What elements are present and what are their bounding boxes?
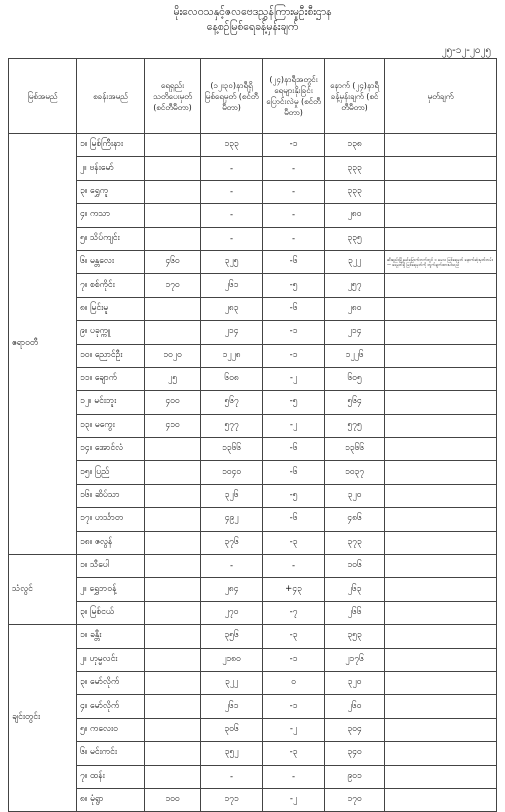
cell-remarks: [385, 180, 497, 203]
cell-warning-level: [145, 321, 201, 344]
col-station: စခန်းအမည်: [77, 59, 145, 134]
cell-change-24h: -၆: [263, 297, 325, 320]
cell-station: ၁။ ခန္တီး: [77, 625, 145, 648]
cell-forecast-24h: ၁၀၆: [325, 555, 385, 578]
cell-station: ၁၃။ မကွေး: [77, 414, 145, 437]
table-row: [9, 601, 497, 624]
cell-remarks: [385, 321, 497, 344]
cell-water-level: ၃၅၂: [201, 742, 263, 765]
cell-warning-level: [145, 297, 201, 320]
cell-forecast-24h: ၃၅၃: [325, 625, 385, 648]
cell-forecast-24h: ၃၀၄: [325, 718, 385, 741]
cell-remarks: [385, 555, 497, 578]
cell-warning-level: ၄၁၀: [145, 414, 201, 437]
cell-water-level: ၆၀၈: [201, 367, 263, 390]
cell-water-level: -: [201, 204, 263, 227]
cell-change-24h: -၆: [263, 250, 325, 273]
cell-forecast-24h: ၁၃၈: [325, 134, 385, 157]
cell-warning-level: ၁၇၀: [145, 274, 201, 297]
cell-forecast-24h: ၂၆၆: [325, 601, 385, 624]
cell-change-24h: -: [263, 157, 325, 180]
cell-forecast-24h: ၁၇၀: [325, 788, 385, 811]
cell-water-level: ၅၇၇: [201, 414, 263, 437]
cell-remarks: [385, 367, 497, 390]
cell-remarks: [385, 695, 497, 718]
cell-station: ၇။ စစ်ကိုင်း: [77, 274, 145, 297]
table-row: [9, 157, 497, 180]
cell-water-level: -: [201, 157, 263, 180]
table-row: [9, 578, 497, 601]
cell-warning-level: ၁၀၀: [145, 788, 201, 811]
cell-station: ၁၅။ ပြည်: [77, 461, 145, 484]
cell-water-level: ၃၂၂: [201, 671, 263, 694]
cell-warning-level: [145, 555, 201, 578]
cell-water-level: ၁၂၂၈: [201, 344, 263, 367]
cell-water-level: ၂၈၃: [201, 297, 263, 320]
cell-forecast-24h: ၃၃၅: [325, 227, 385, 250]
cell-water-level: ၃၇၆: [201, 531, 263, 554]
table-row: [9, 274, 497, 297]
cell-water-level: ၃၀၆: [201, 718, 263, 741]
cell-change-24h: -၂: [263, 414, 325, 437]
table-row: [9, 227, 497, 250]
cell-forecast-24h: ၃၄၀: [325, 742, 385, 765]
cell-water-level: ၄၉၂: [201, 508, 263, 531]
cell-station: ၂။ ဟုမ္မလင်း: [77, 648, 145, 671]
cell-warning-level: [145, 531, 201, 554]
cell-water-level: ၂၇၀: [201, 601, 263, 624]
cell-forecast-24h: ၂၈၀: [325, 297, 385, 320]
cell-change-24h: -၂: [263, 367, 325, 390]
cell-remarks: [385, 227, 497, 250]
cell-remarks: [385, 391, 497, 414]
col-change-24h: (၂၄)နာရီအတွင်း ရေများနိုးခြင်း ပြောင်းလဲမှု (စင်တီမီတာ): [263, 59, 325, 134]
table-row: [9, 391, 497, 414]
cell-forecast-24h: ၄၈၆: [325, 508, 385, 531]
cell-change-24h: -၃: [263, 531, 325, 554]
table-row: [9, 648, 497, 671]
table-row: [9, 788, 497, 811]
cell-station: ၁၇။ ဟင်္သာတ: [77, 508, 145, 531]
table-row: [9, 742, 497, 765]
cell-warning-level: [145, 461, 201, 484]
col-water-level: (၁၂း၃၀)နာရီရှိ မြစ်ရေမှတ် (စင်တီမီတာ): [201, 59, 263, 134]
cell-station: ၄။ ကသာ: [77, 204, 145, 227]
cell-warning-level: ၁၀၂၀: [145, 344, 201, 367]
table-header-row: [9, 59, 497, 134]
cell-remarks: [385, 157, 497, 180]
cell-station: ၃။ မော်လိုက်: [77, 671, 145, 694]
cell-station: ၄။ မော်လိုက်: [77, 695, 145, 718]
cell-change-24h: -၁: [263, 321, 325, 344]
river-name: သံလွင်: [9, 555, 77, 625]
cell-station: ၈။ မြင်းမူ: [77, 297, 145, 320]
cell-forecast-24h: ၂၆၀: [325, 695, 385, 718]
cell-remarks: [385, 274, 497, 297]
table-row: [9, 765, 497, 788]
col-forecast-24h: နောက် (၂၄)နာရီ ခန့်မှန်းချက် (စင်တီမီတာ): [325, 59, 385, 134]
cell-forecast-24h: ၂၁၄: [325, 321, 385, 344]
cell-water-level: ၁၀၄၀: [201, 461, 263, 484]
cell-change-24h: ၀: [263, 671, 325, 694]
cell-remarks: [385, 134, 497, 157]
cell-water-level: ၃၂၅: [201, 250, 263, 273]
cell-remarks: [385, 508, 497, 531]
col-river: မြစ်အမည်: [9, 59, 77, 134]
cell-station: ၆။ မင်းကင်း: [77, 742, 145, 765]
cell-change-24h: -၆: [263, 438, 325, 461]
table-row: [9, 718, 497, 741]
cell-water-level: ၃၂၆: [201, 484, 263, 507]
cell-water-level: ၁၃၃: [201, 134, 263, 157]
cell-change-24h: -၃: [263, 742, 325, 765]
col-remarks: မှတ်ချက်: [385, 59, 497, 134]
cell-remarks: [385, 578, 497, 601]
river-name: ချင်းတွင်း: [9, 625, 77, 812]
cell-station: ၁။ သီပေါ: [77, 555, 145, 578]
cell-remarks: [385, 204, 497, 227]
cell-remarks: [385, 531, 497, 554]
cell-forecast-24h: ၅၆၄: [325, 391, 385, 414]
cell-warning-level: [145, 438, 201, 461]
table-row: [9, 531, 497, 554]
cell-change-24h: -၁: [263, 344, 325, 367]
cell-forecast-24h: ၂၁၇၆: [325, 648, 385, 671]
river-name: ဧရာဝတီ: [9, 134, 77, 555]
table-row: [9, 484, 497, 507]
table-row: [9, 134, 497, 157]
cell-change-24h: -၂: [263, 788, 325, 811]
cell-warning-level: [145, 742, 201, 765]
cell-forecast-24h: ၁၃၆၆: [325, 438, 385, 461]
cell-forecast-24h: ၂၆၃: [325, 578, 385, 601]
cell-water-level: -: [201, 180, 263, 203]
report-subtitle: နေ့စဉ်မြစ်ရေခန့်မှန်းချက်: [206, 21, 299, 33]
cell-warning-level: [145, 180, 201, 203]
cell-remarks: [385, 344, 497, 367]
report-title: မိုးလေဝသနှင့်ဇလဗေဒညွှန်ကြားမှုဦးစီးဌာန: [173, 6, 332, 18]
cell-water-level: ၂၈၄: [201, 578, 263, 601]
cell-station: ၁၀။ ညောင်ဦး: [77, 344, 145, 367]
cell-forecast-24h: ၁၂၂၆: [325, 344, 385, 367]
cell-change-24h: -: [263, 180, 325, 203]
cell-change-24h: -: [263, 555, 325, 578]
cell-warning-level: [145, 625, 201, 648]
cell-forecast-24h: ၃၂၂: [325, 250, 385, 273]
river-level-table: [8, 58, 497, 812]
cell-water-level: ၂၁၄: [201, 321, 263, 344]
cell-remarks: [385, 765, 497, 788]
cell-change-24h: -၇: [263, 601, 325, 624]
cell-station: ၆။ မန္တလေး: [77, 250, 145, 273]
cell-forecast-24h: ၃၂၀: [325, 671, 385, 694]
cell-station: ၅။ ကလေးဝ: [77, 718, 145, 741]
cell-station: ၁၄။ အောင်လံ: [77, 438, 145, 461]
table-body: [9, 134, 497, 812]
cell-forecast-24h: ၃၂၀: [325, 484, 385, 507]
cell-forecast-24h: ၂၈၀: [325, 204, 385, 227]
table-row: [9, 625, 497, 648]
cell-remarks: [385, 297, 497, 320]
cell-station: ၁၆။ ဆိပ်သာ: [77, 484, 145, 507]
cell-change-24h: -၆: [263, 508, 325, 531]
table-row: [9, 297, 497, 320]
table-row: [9, 204, 497, 227]
table-row: [9, 695, 497, 718]
cell-change-24h: +၄၃: [263, 578, 325, 601]
cell-warning-level: [145, 508, 201, 531]
cell-change-24h: -: [263, 765, 325, 788]
cell-warning-level: [145, 134, 201, 157]
cell-warning-level: [145, 718, 201, 741]
cell-change-24h: -၂: [263, 718, 325, 741]
cell-remarks: [385, 438, 497, 461]
cell-remarks: [385, 648, 497, 671]
cell-forecast-24h: ၂၅၇: [325, 274, 385, 297]
table-row: [9, 180, 497, 203]
cell-forecast-24h: ၃၃၃: [325, 157, 385, 180]
cell-water-level: ၃၅၆: [201, 625, 263, 648]
cell-station: ၅။ သိပ်ကျင်း: [77, 227, 145, 250]
table-row: [9, 461, 497, 484]
cell-forecast-24h: ၃၇၃: [325, 531, 385, 554]
cell-change-24h: -: [263, 204, 325, 227]
cell-change-24h: -၅: [263, 274, 325, 297]
cell-forecast-24h: ၉၀၁: [325, 765, 385, 788]
table-row: [9, 344, 497, 367]
cell-station: ၇။ ထန်း: [77, 765, 145, 788]
cell-forecast-24h: ၁၀၃၇: [325, 461, 385, 484]
cell-change-24h: -၆: [263, 461, 325, 484]
cell-water-level: -: [201, 227, 263, 250]
cell-change-24h: -၃: [263, 625, 325, 648]
col-warning-level: ရေရှည်းသတိပေးမှတ် (စင်တီမီတာ): [145, 59, 201, 134]
cell-station: ၁၂။ မင်းဘူး: [77, 391, 145, 414]
cell-remarks: [385, 742, 497, 765]
cell-station: ၈။ မုံရွာ: [77, 788, 145, 811]
cell-warning-level: ၄၆၀: [145, 250, 201, 273]
cell-warning-level: [145, 765, 201, 788]
cell-warning-level: [145, 157, 201, 180]
table-row: [9, 321, 497, 344]
cell-remarks: [385, 718, 497, 741]
cell-change-24h: -၅: [263, 391, 325, 414]
cell-remarks: [385, 671, 497, 694]
cell-change-24h: -၁: [263, 695, 325, 718]
report-date: ၂၅-၁၂-၂၀၂၅: [441, 45, 491, 56]
table-row: [9, 414, 497, 437]
cell-warning-level: [145, 578, 201, 601]
cell-water-level: ၅၆၇: [201, 391, 263, 414]
table-row: [9, 508, 497, 531]
cell-warning-level: [145, 695, 201, 718]
cell-change-24h: -၁: [263, 648, 325, 671]
cell-station: ၂။ ဗန်းမော်: [77, 157, 145, 180]
cell-station: ၃။ ရွှေကူ: [77, 180, 145, 203]
cell-water-level: ၁၇၁: [201, 788, 263, 811]
cell-change-24h: -၅: [263, 484, 325, 507]
table-row: [9, 438, 497, 461]
cell-warning-level: [145, 648, 201, 671]
cell-warning-level: ၂၅: [145, 367, 201, 390]
cell-forecast-24h: ၅၇၅: [325, 414, 385, 437]
cell-forecast-24h: ၆၀၅: [325, 367, 385, 390]
cell-station: ၁၈။ ဇလွန်: [77, 531, 145, 554]
table-row: [9, 367, 497, 390]
cell-remarks: ဆီးရည်းမြို့နယ်မြောက်ဘက်တွင် ၁ မေလ မြစ်ရေမှတ် နောက်ဆုံးမှတ်တမ်း — ရေမှတ်ရှိ မြစ်ရေမှတ်ကို တွက်ချက်ထားပါသည်: [385, 250, 497, 273]
cell-remarks: [385, 788, 497, 811]
cell-warning-level: [145, 227, 201, 250]
cell-remarks: [385, 484, 497, 507]
table-row: [9, 555, 497, 578]
cell-water-level: ၂၆၁: [201, 695, 263, 718]
table-row: [9, 250, 497, 273]
cell-station: ၁။ မြစ်ကြီးနား: [77, 134, 145, 157]
cell-station: ၁၁။ ချောက်: [77, 367, 145, 390]
cell-water-level: -: [201, 765, 263, 788]
cell-remarks: [385, 601, 497, 624]
cell-station: ၂။ ရွှေဘဝန့်: [77, 578, 145, 601]
cell-warning-level: ၄၀၀: [145, 391, 201, 414]
cell-warning-level: [145, 484, 201, 507]
cell-warning-level: [145, 671, 201, 694]
cell-forecast-24h: ၃၃၃: [325, 180, 385, 203]
table-row: [9, 671, 497, 694]
cell-water-level: ၂၁၈၀: [201, 648, 263, 671]
cell-change-24h: -၁: [263, 134, 325, 157]
cell-water-level: -: [201, 555, 263, 578]
cell-station: ၃။ မြစ်ငယ်: [77, 601, 145, 624]
cell-warning-level: [145, 204, 201, 227]
cell-remarks: [385, 461, 497, 484]
cell-change-24h: -: [263, 227, 325, 250]
cell-remarks: [385, 414, 497, 437]
cell-remarks: [385, 625, 497, 648]
cell-warning-level: [145, 601, 201, 624]
cell-water-level: ၂၆၁: [201, 274, 263, 297]
cell-water-level: ၁၃၆၆: [201, 438, 263, 461]
cell-station: ၉။ ပခုက္ကူ: [77, 321, 145, 344]
